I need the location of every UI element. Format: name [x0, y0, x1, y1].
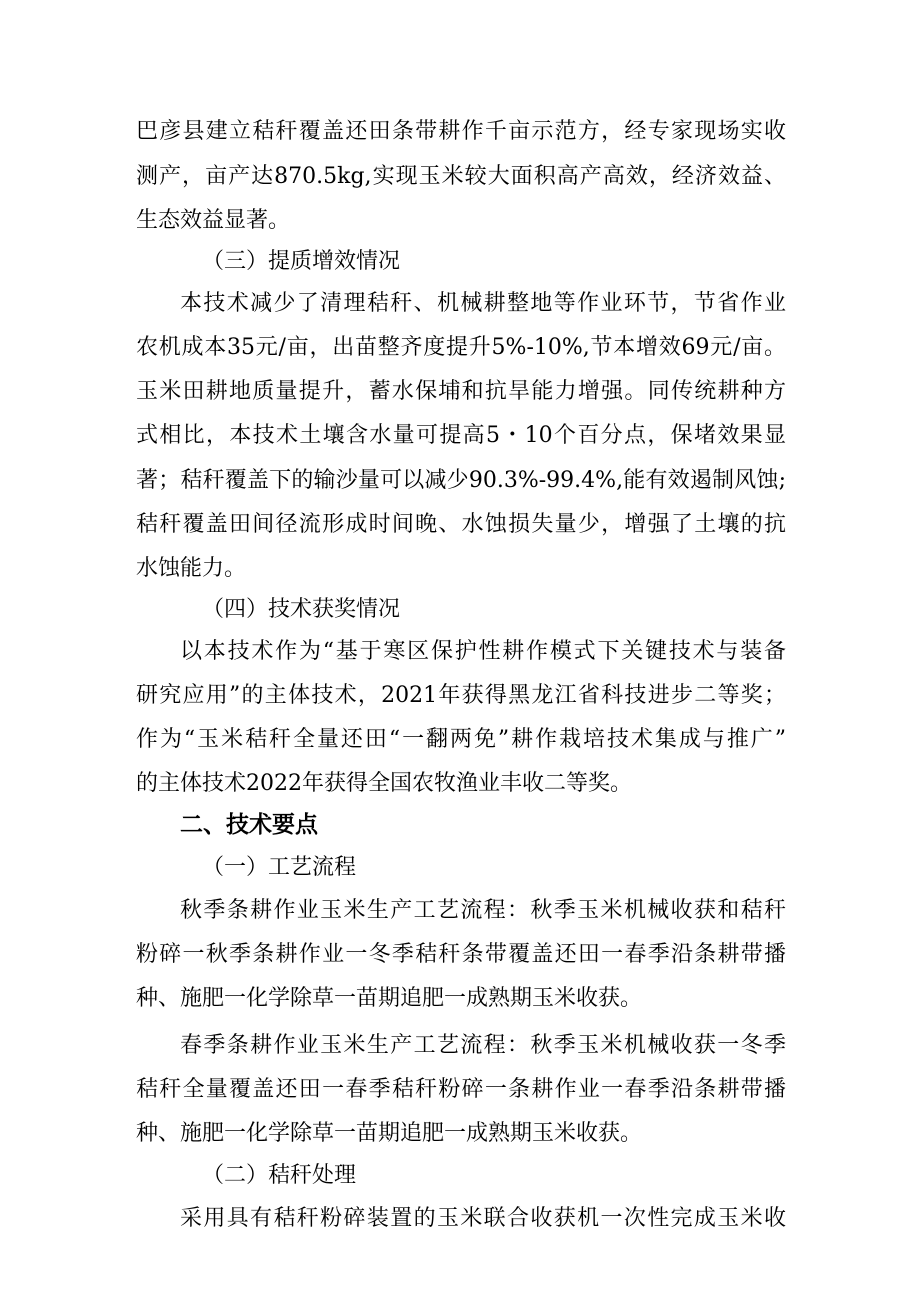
text-line: 水蚀能力。	[136, 556, 247, 581]
text-line: 春季条耕作业玉米生产工艺流程：秋季玉米机械收获一冬季	[180, 1033, 786, 1058]
text-line: 本技术减少了清理秸秆、机械耕整地等作业环节，节省作业	[180, 291, 786, 316]
text-line: 巴彦县建立秸秆覆盖还田条带耕作千亩示范方，经专家现场实收	[136, 119, 786, 144]
text-line: 种、施肥一化学除草一苗期追肥一成熟期玉米收获。	[136, 986, 643, 1011]
text-line: 测产，亩产达870.5kg,实现玉米较大面积高产高效，经济效益、	[136, 164, 786, 189]
text-line: 以本技术作为“基于寒区保护性耕作模式下关键技术与装备	[180, 639, 786, 664]
text-line: 研究应用”的主体技术，2021年获得黑龙江省科技进步二等奖；	[136, 683, 786, 708]
chapter-heading: 二、技术要点	[180, 812, 318, 838]
section-heading: （二）秸秆处理	[202, 1163, 357, 1188]
text-line: 秋季条耕作业玉米生产工艺流程：秋季玉米机械收获和秸秆	[180, 898, 786, 923]
text-line: 作为“玉米秸秆全量还田“一翻两免”耕作栽培技术集成与推广”	[136, 727, 786, 752]
text-line: 玉米田耕地质量提升，蓄水保埔和抗旱能力增强。同传统耕种方	[136, 379, 786, 404]
text-line: 秸秆全量覆盖还田一春季秸秆粉碎一条耕作业一春季沿条耕带播	[136, 1077, 786, 1102]
text-line: 粉碎一秋季条耕作业一冬季秸秆条带覆盖还田一春季沿条耕带播	[136, 942, 786, 967]
text-line: 采用具有秸秆粉碎装置的玉米联合收获机一次性完成玉米收	[180, 1206, 786, 1231]
text-line: 式相比，本技术土壤含水量可提高5・10个百分点，保堵效果显	[136, 423, 786, 448]
text-line: 农机成本35元/亩，出苗整齐度提升5%-10%,节本增效69元/亩。	[136, 335, 786, 360]
text-line: 著；秸秆覆盖下的输沙量可以减少90.3%-99.4%,能有效遏制风蚀;	[136, 468, 786, 493]
section-heading: （四）技术获奖情况	[202, 597, 401, 622]
text-line: 生态效益显著。	[136, 208, 291, 233]
text-line: 种、施肥一化学除草一苗期追肥一成熟期玉米收获。	[136, 1121, 643, 1146]
section-heading: （一）工艺流程	[202, 855, 357, 880]
text-line: 秸秆覆盖田间径流形成时间晚、水蚀损失量少，增强了土壤的抗	[136, 512, 786, 537]
text-line: 的主体技术2022年获得全国农牧渔业丰收二等奖。	[136, 771, 632, 796]
section-heading: （三）提质增效情况	[202, 249, 401, 274]
